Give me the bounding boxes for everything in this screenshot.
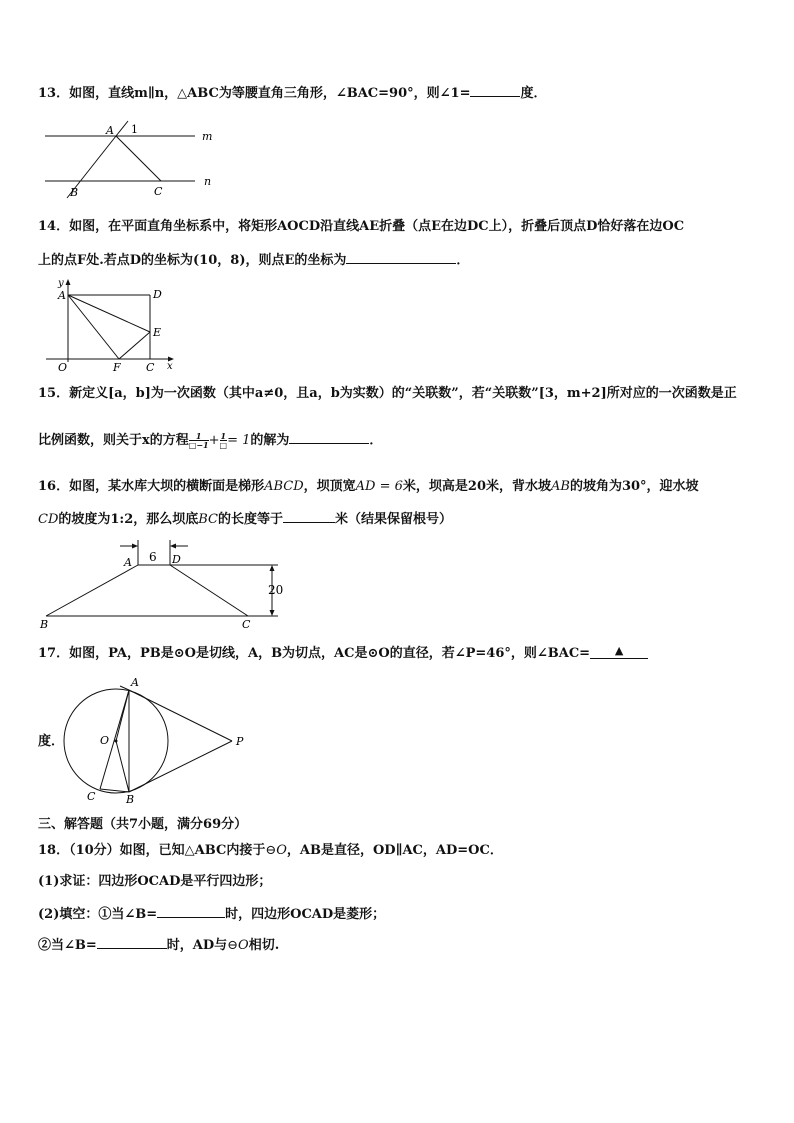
- q18-line1: [38, 842, 503, 860]
- q16-AB: AB: [551, 479, 570, 494]
- q13-label-n: n: [204, 175, 212, 188]
- q18-stem-b: ，AB是直径，OD∥AC，AD=OC．: [286, 843, 503, 858]
- q14-label-x: x: [167, 361, 173, 372]
- q15-stem-line2: 比例函数，则关于x的方程: [38, 433, 189, 448]
- q17-label-B: B: [126, 793, 135, 806]
- q13-text: [38, 83, 546, 103]
- q13-figure: [40, 118, 220, 202]
- q14-line2: [38, 250, 469, 270]
- q18-part3-a: ②当∠B=: [38, 938, 97, 953]
- q13-suffix: 度．: [520, 86, 547, 101]
- q17-label-O: O: [100, 734, 110, 747]
- q14-label-E: E: [153, 326, 162, 339]
- q16-stem-d: 的坡角为30°，迎水坡: [569, 479, 699, 494]
- q13-label-1: 1: [131, 123, 138, 136]
- q13-label-B: B: [70, 186, 79, 199]
- q16-label-C: C: [242, 618, 251, 631]
- q15-frac1-num: 1: [189, 432, 209, 441]
- q15-frac2-num: 1: [220, 431, 227, 441]
- q16-label-6: 6: [149, 550, 157, 564]
- q15-fraction-2: [220, 432, 228, 449]
- q14-label-F: F: [113, 361, 121, 372]
- q13-stem: 13．如图，直线m∥n，△ABC为等腰直角三角形，∠BAC=90°，则∠1=: [38, 86, 471, 101]
- q18-part2-b: 时，四边形OCAD是菱形；: [225, 907, 386, 922]
- q16-AD: AD = 6: [355, 479, 403, 494]
- q14-line1: [38, 218, 684, 236]
- q14-stem-line2: 上的点F处.若点D的坐标为(10，8)，则点E的坐标为: [38, 253, 347, 268]
- q16-line2: [38, 509, 452, 529]
- q15-equals-one: = 1: [227, 433, 251, 448]
- q17-blank-mark: ▲: [614, 644, 624, 657]
- q18-part3: [38, 935, 279, 955]
- q14-stem-line1: 14．如图，在平面直角坐标系中，将矩形AOCD沿直线AE折叠（点E在边DC上），折叠后顶点D恰好落在边OC: [38, 219, 685, 234]
- q15-fraction-1: [189, 432, 209, 449]
- q18-part1-text: (1)求证：四边形OCAD是平行四边形；: [38, 874, 272, 889]
- q14-label-D: D: [153, 288, 162, 301]
- section-3-title: 三、解答题（共7小题，满分69分）: [38, 817, 248, 832]
- q17-text: [38, 645, 648, 663]
- q15-line1: [38, 385, 737, 403]
- q16-line1: [38, 478, 699, 496]
- section-3-heading: [38, 816, 247, 834]
- q18-part2-blank[interactable]: [157, 904, 225, 918]
- q14-label-O: O: [58, 361, 68, 372]
- q17-figure: [60, 672, 260, 808]
- q13-answer-blank[interactable]: [470, 83, 520, 97]
- q18-part1: [38, 873, 271, 891]
- q13-label-A: A: [106, 124, 114, 137]
- q15-frac2-den: □: [219, 440, 228, 450]
- q18-stem-a: 18．（10分）如图，已知△ABC内接于: [38, 843, 266, 858]
- q18-part3-blank[interactable]: [97, 935, 167, 949]
- q16-stem-a: 16．如图，某水库大坝的横断面是梯形: [38, 479, 265, 494]
- q16-label-A: A: [124, 556, 132, 569]
- q16-figure: [38, 540, 300, 632]
- q16-stem-e: 的坡度为1:2，那么坝底: [58, 512, 199, 527]
- q14-label-y: y: [58, 278, 64, 289]
- q16-stem-g: 米（结果保留根号）: [335, 512, 453, 527]
- q17-label-C: C: [87, 790, 96, 803]
- q18-circle-o-2: ⊖O: [227, 938, 249, 953]
- q16-stem-f: 的长度等于: [218, 512, 284, 527]
- q18-circle-o-1: ⊖O: [265, 843, 287, 858]
- q18-part3-b: 时，AD与: [166, 938, 228, 953]
- q13-label-m: m: [202, 130, 213, 143]
- q18-part2: [38, 904, 385, 924]
- q16-answer-blank[interactable]: [283, 509, 335, 523]
- q14-label-A: A: [58, 289, 66, 302]
- q16-label-B: B: [40, 618, 49, 631]
- q15-frac1-den: □−1: [188, 440, 209, 450]
- q18-part3-c: 相切.: [248, 938, 280, 953]
- q17-stem: 17．如图，PA，PB是⊙O是切线，A，B为切点，AC是⊙O的直径，若∠P=46°，则∠BAC=: [38, 646, 591, 661]
- q14-suffix: ．: [456, 253, 470, 268]
- q15-line2: [38, 430, 382, 450]
- q15-answer-blank[interactable]: [289, 430, 369, 444]
- q17-answer-blank[interactable]: [590, 645, 648, 659]
- q17-label-A: A: [131, 676, 139, 689]
- q14-figure: [40, 276, 180, 372]
- q17-suffix: 度．: [38, 734, 65, 749]
- q16-stem-b: ，坝顶宽: [303, 479, 356, 494]
- q16-label-D: D: [172, 553, 181, 566]
- q14-label-C: C: [146, 361, 155, 372]
- q16-ABCD: ABCD: [264, 479, 304, 494]
- q16-stem-c: 米，坝高是20米，背水坡: [402, 479, 552, 494]
- q16-CD: CD: [38, 512, 59, 527]
- q17-label-P: P: [236, 735, 244, 748]
- q16-label-20: 20: [268, 583, 284, 597]
- q16-BC: BC: [198, 512, 219, 527]
- q14-answer-blank[interactable]: [346, 250, 456, 264]
- q15-plus: +: [208, 433, 220, 448]
- q13-label-C: C: [154, 185, 163, 198]
- q15-suffix: ．: [369, 433, 383, 448]
- q15-stem-line1: 15．新定义[a，b]为一次函数（其中a≠0，且a，b为实数）的“关联数”，若“关联数”[3，m+2]所对应的一次函数是正: [38, 386, 737, 401]
- q15-stem-line2b: 的解为: [250, 433, 290, 448]
- q18-part2-a: (2)填空：①当∠B=: [38, 907, 158, 922]
